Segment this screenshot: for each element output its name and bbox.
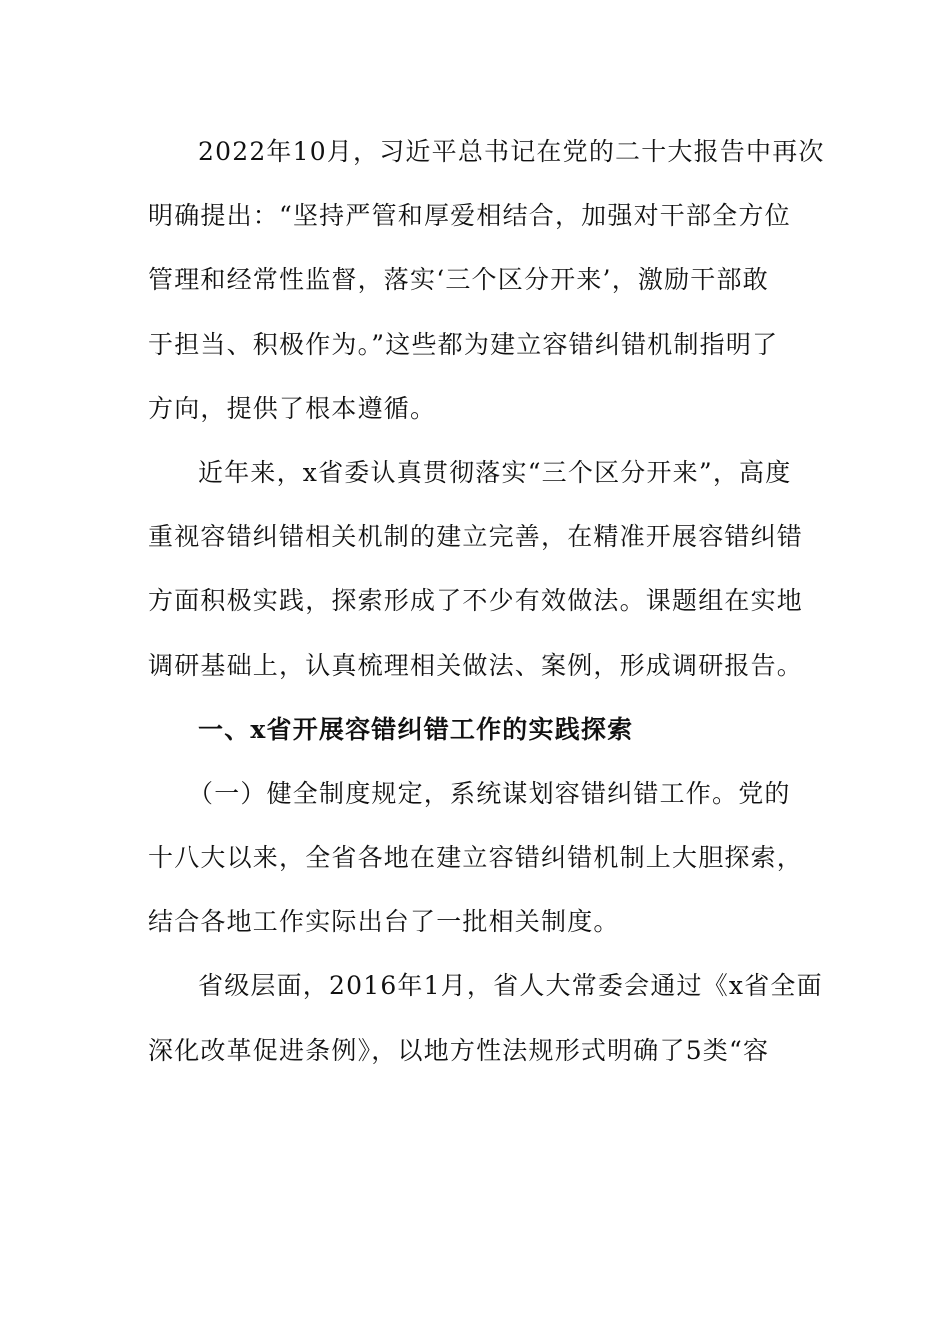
paragraph-1-line-1: 2022年10月，习近平总书记在党的二十大报告中再次 bbox=[198, 137, 825, 166]
subsection-line-1: （一）健全制度规定，系统谋划容错纠错工作。党的 bbox=[188, 778, 791, 808]
paragraph-1-line-3: 管理和经常性监督，落实‘三个区分开来’，激励干部敢 bbox=[148, 265, 769, 295]
subsection-line-2: 十八大以来，全省各地在建立容错纠错机制上大胆探索， bbox=[148, 843, 804, 873]
paragraph-4-line-2: 深化改革促进条例》，以地方性法规形式明确了5类“容 bbox=[148, 1035, 770, 1065]
paragraph-2-line-4: 调研基础上，认真梳理相关做法、案例，形成调研报告。 bbox=[148, 650, 804, 680]
paragraph-2-line-3: 方面积极实践，探索形成了不少有效做法。课题组在实地 bbox=[148, 586, 804, 616]
paragraph-1-line-4: 于担当、积极作为。”这些都为建立容错纠错机制指明了 bbox=[148, 329, 779, 359]
paragraph-2-line-1: 近年来，x省委认真贯彻落实“三个区分开来”，高度 bbox=[198, 457, 792, 487]
paragraph-2-line-2: 重视容错纠错相关机制的建立完善，在精准开展容错纠错 bbox=[148, 522, 804, 552]
paragraph-1-line-5: 方向，提供了根本遵循。 bbox=[148, 393, 437, 423]
subsection-line-3: 结合各地工作实际出台了一批相关制度。 bbox=[148, 907, 620, 937]
paragraph-4-line-1: 省级层面，2016年1月，省人大常委会通过《x省全面 bbox=[198, 971, 823, 1001]
section-heading: 一、x省开展容错纠错工作的实践探索 bbox=[198, 714, 634, 744]
document-body bbox=[148, 127, 825, 1090]
paragraph-1-line-2: 明确提出：“坚持严管和厚爱相结合，加强对干部全方位 bbox=[148, 201, 791, 231]
